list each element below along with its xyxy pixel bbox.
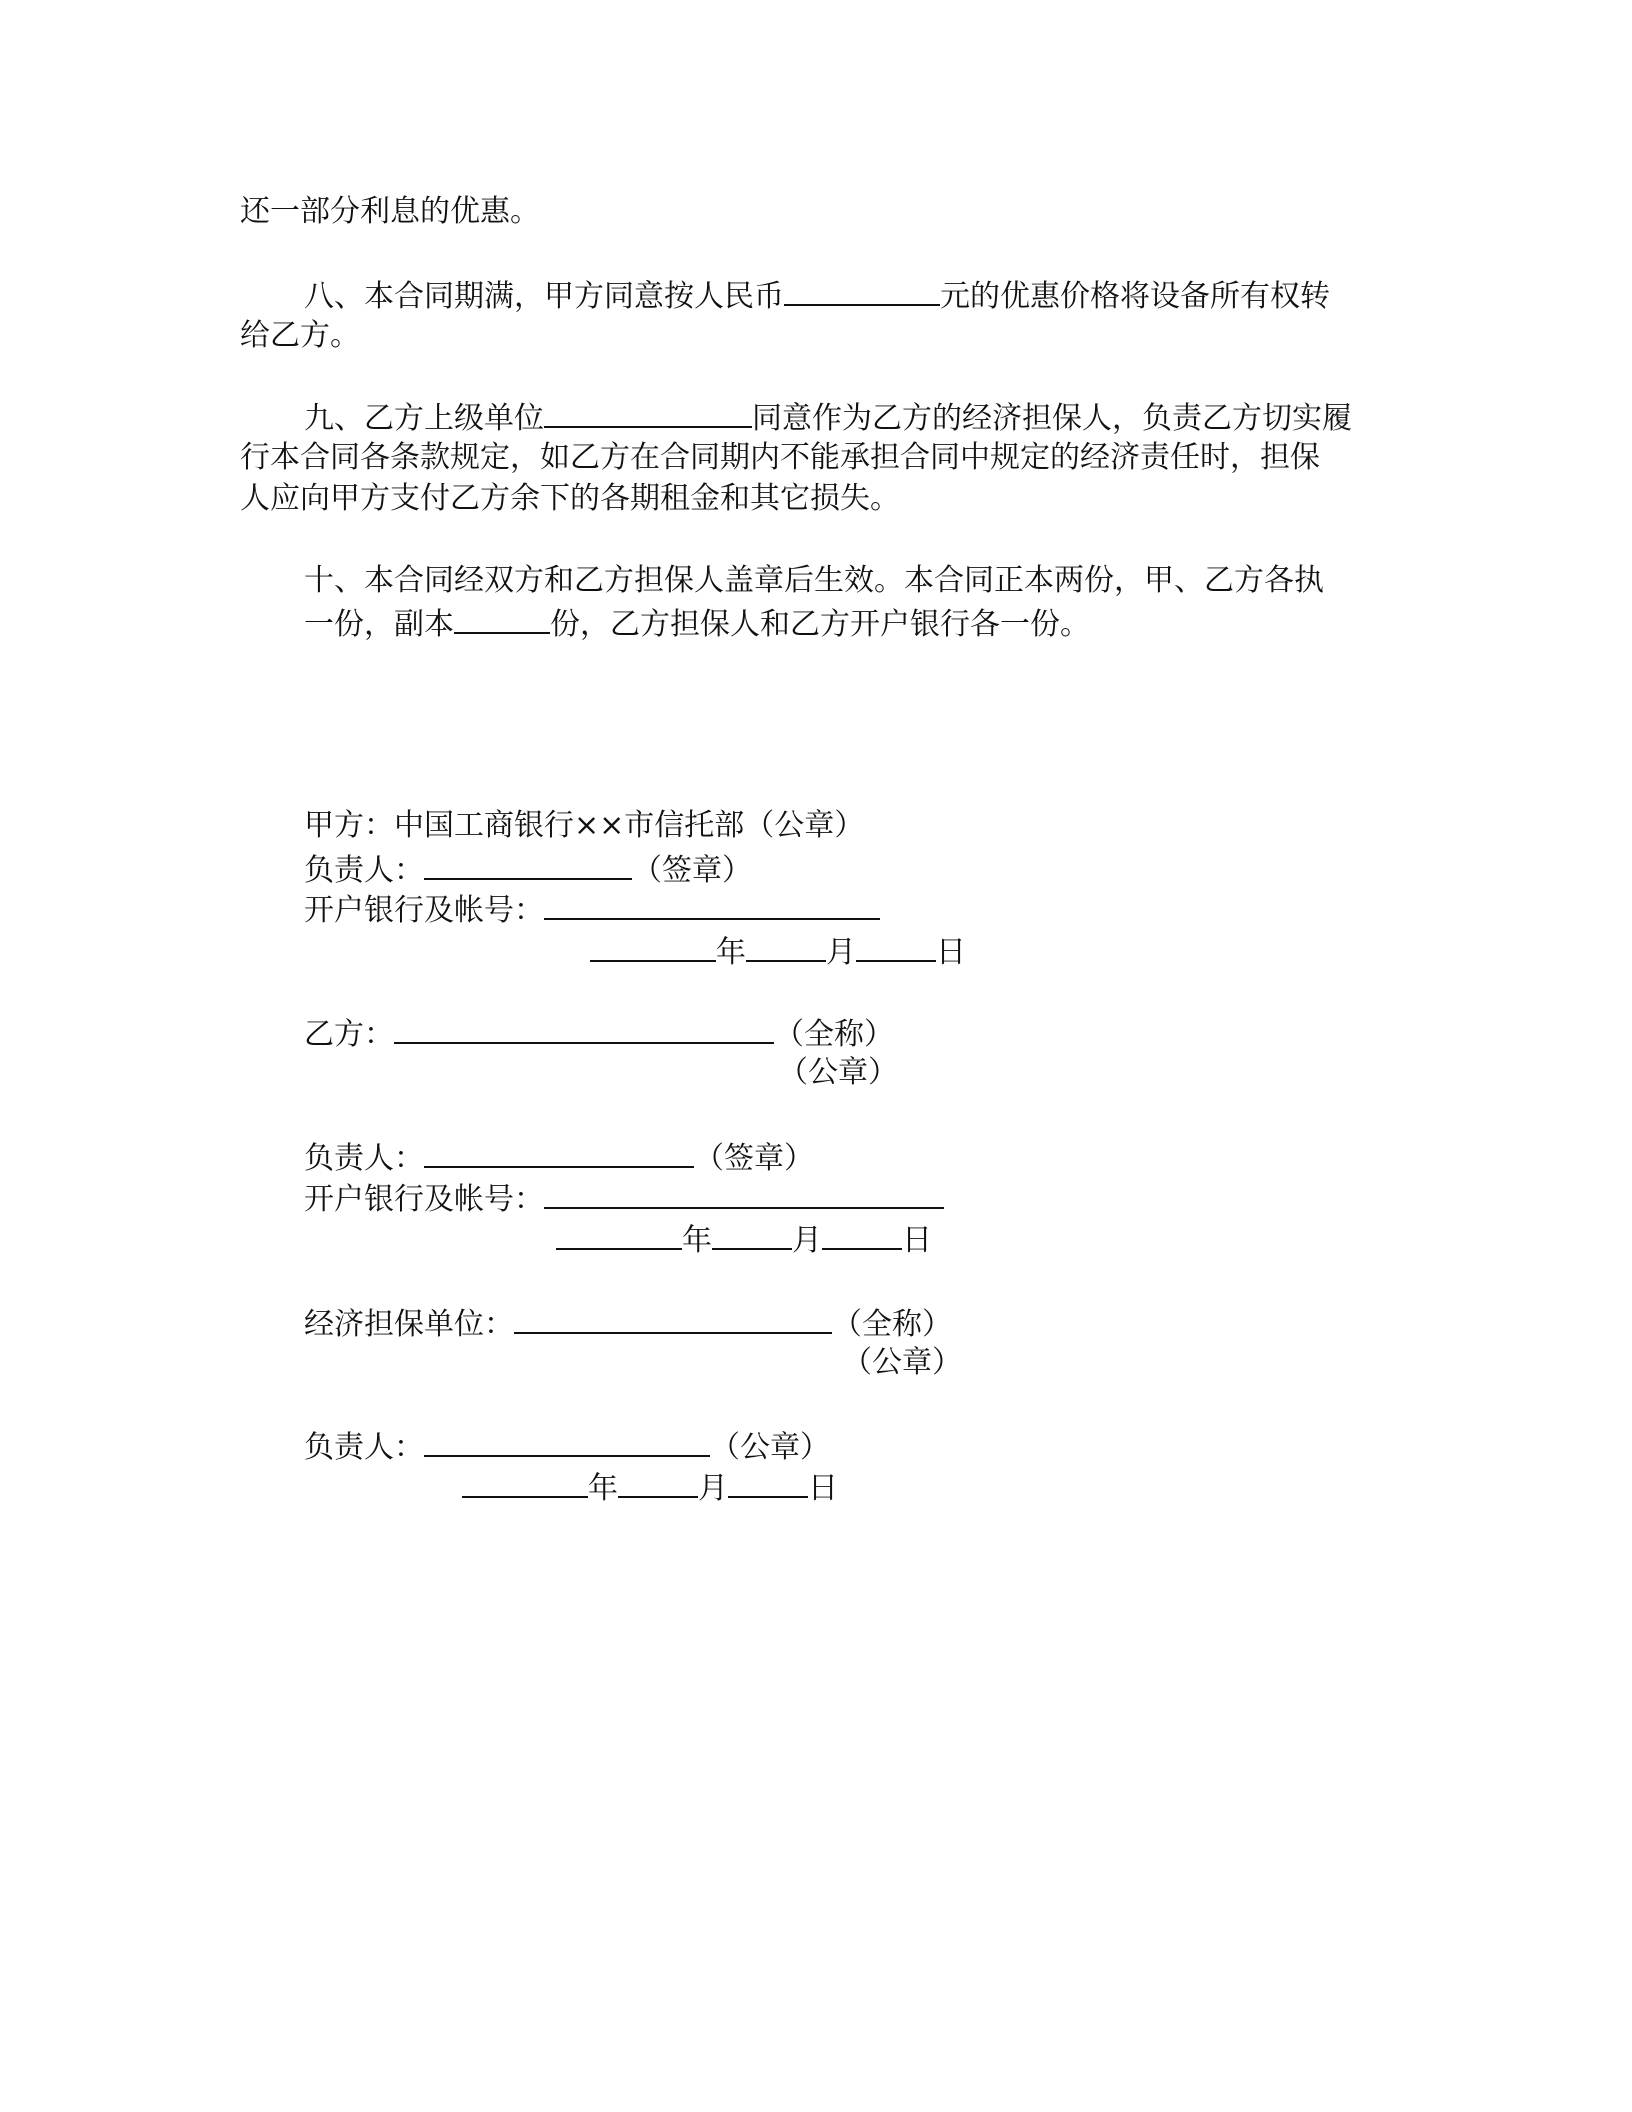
party-a-bank-row: 开户银行及帐号：	[304, 888, 880, 931]
party-a-rep-blank[interactable]	[424, 848, 632, 880]
clause-10-line-2: 一份，副本 份，乙方担保人和乙方开户银行各一份。	[304, 602, 1090, 645]
guarantor-day-blank[interactable]	[728, 1466, 808, 1498]
party-a-rep-row: 负责人： （签章）	[304, 848, 752, 891]
clause-8-line-1: 八、本合同期满，甲方同意按人民币 元的优惠价格将设备所有权转	[304, 274, 1330, 317]
party-b-name-row: 乙方： （全称）	[304, 1012, 894, 1055]
party-b-month-blank[interactable]	[712, 1218, 792, 1250]
guarantor-name-row: 经济担保单位： （全称）	[304, 1302, 952, 1345]
clause-9-line-3: 人应向甲方支付乙方余下的各期租金和其它损失。	[240, 481, 900, 516]
party-b-bank-row: 开户银行及帐号：	[304, 1177, 944, 1220]
party-a-bank-blank[interactable]	[544, 888, 880, 920]
guarantor-year-blank[interactable]	[462, 1466, 588, 1498]
party-a-year-blank[interactable]	[590, 930, 716, 962]
guarantor-rep-blank[interactable]	[424, 1425, 710, 1457]
party-b-year-blank[interactable]	[556, 1218, 682, 1250]
party-b-seal: （公章）	[778, 1055, 898, 1090]
copies-blank[interactable]	[454, 602, 550, 634]
clause-9-line-1: 九、乙方上级单位 同意作为乙方的经济担保人，负责乙方切实履	[304, 396, 1352, 439]
guarantor-rep-row: 负责人： （公章）	[304, 1425, 830, 1468]
superior-unit-blank[interactable]	[544, 396, 752, 428]
price-blank[interactable]	[784, 274, 940, 306]
party-b-date-row: 年 月 日	[556, 1218, 932, 1261]
prev-clause-tail: 还一部分利息的优惠。	[240, 194, 540, 229]
clause-8-line-2: 给乙方。	[240, 318, 360, 353]
party-b-bank-blank[interactable]	[544, 1177, 944, 1209]
party-b-name-blank[interactable]	[394, 1012, 774, 1044]
guarantor-month-blank[interactable]	[618, 1466, 698, 1498]
party-a-month-blank[interactable]	[746, 930, 826, 962]
party-a-date-row: 年 月 日	[590, 930, 966, 973]
party-b-rep-row: 负责人： （签章）	[304, 1136, 814, 1179]
party-a-day-blank[interactable]	[856, 930, 936, 962]
party-a-title: 甲方：中国工商银行××市信托部（公章）	[304, 808, 865, 843]
party-b-rep-blank[interactable]	[424, 1136, 694, 1168]
clause-10-line-1: 十、本合同经双方和乙方担保人盖章后生效。本合同正本两份，甲、乙方各执	[304, 563, 1324, 598]
guarantor-name-blank[interactable]	[514, 1302, 832, 1334]
party-b-day-blank[interactable]	[822, 1218, 902, 1250]
clause-9-line-2: 行本合同各条款规定，如乙方在合同期内不能承担合同中规定的经济责任时，担保	[240, 440, 1320, 475]
guarantor-seal: （公章）	[842, 1345, 962, 1380]
guarantor-date-row: 年 月 日	[462, 1466, 838, 1509]
